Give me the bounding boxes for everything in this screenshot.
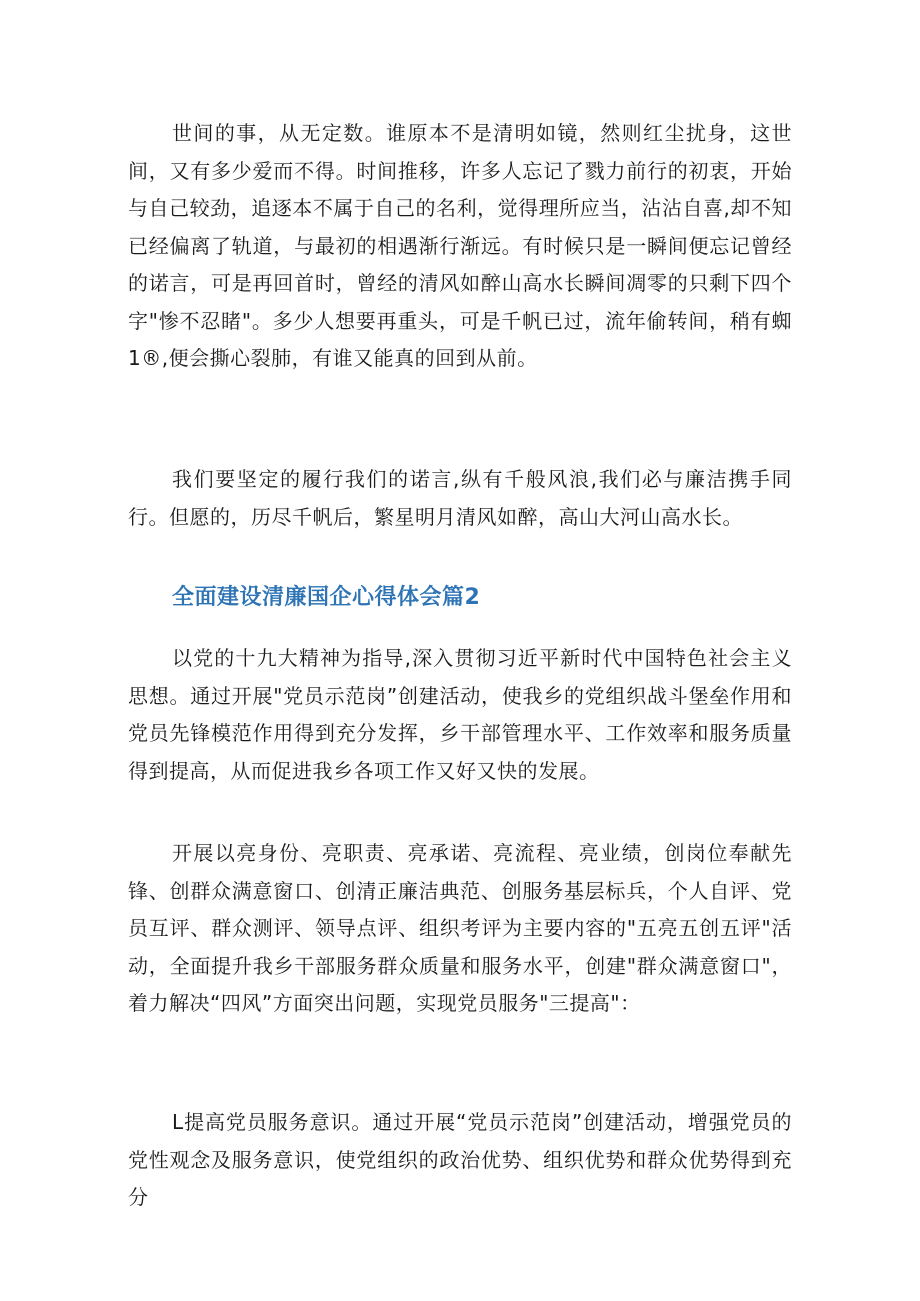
body-paragraph: [128, 461, 792, 536]
body-paragraph: [128, 835, 792, 1023]
paragraph-text: 世间的事，从无定数。谁原本不是清明如镜，然则红尘扰身，这世间，又有多少爱而不得。时间推移，许多人忘记了戮力前行的初衷，开始与自己较劲，追逐本不属于自己的名利，觉得理所应当，沾沾自喜,却不知已经偏离了轨道，与最初的相遇渐行渐远。有时候只是一瞬间便忘记曾经的诺言，可是再回首时，曾经的清风如醉山高水长瞬间凋零的只剩下四个字"惨不忍睹"。多少人想要再重头，可是千帆已过，流年偷转间，稍有蜘1®,便会撕心裂肺，有谁又能真的回到从前。: [128, 121, 792, 370]
paragraph-text: 以党的十九大精神为指导,深入贯彻习近平新时代中国特色社会主义思想。通过开展"党员示范岗”创建活动，使我乡的党组织战斗堡垒作用和党员先锋模范作用得到充分发挥，乡干部管理水平、工作效率和服务质量得到提高，从而促进我乡各项工作又好又快的发展。: [128, 646, 792, 783]
paragraph-text: L提高党员服务意识。通过开展“党员示范岗”创建活动，增强党员的党性观念及服务意识，使党组织的政治优势、组织优势和群众优势得到充分: [128, 1110, 792, 1209]
body-paragraph: [128, 640, 792, 790]
paragraph-text: 开展以亮身份、亮职责、亮承诺、亮流程、亮业绩，创岗位奉献先锋、创群众满意窗口、创清正廉洁典范、创服务基层标兵，个人自评、党员互评、群众测评、领导点评、组织考评为主要内容的"五亮五创五评"活动，全面提升我乡干部服务群众质量和服务水平，创建"群众满意窗口"，着力解决“四风”方面突出问题，实现党员服务"三提高"：: [128, 841, 792, 1015]
body-paragraph: [128, 115, 792, 378]
section-heading: [128, 582, 792, 614]
body-paragraph: [128, 1104, 792, 1217]
section-heading-text: 全面建设清廉国企心得体会篇2: [172, 585, 481, 610]
paragraph-text: 我们要坚定的履行我们的诺言,纵有千般风浪,我们必与廉洁携手同行。但愿的，历尽千帆后，繁星明月清风如醉，高山大河山高水长。: [128, 467, 792, 529]
